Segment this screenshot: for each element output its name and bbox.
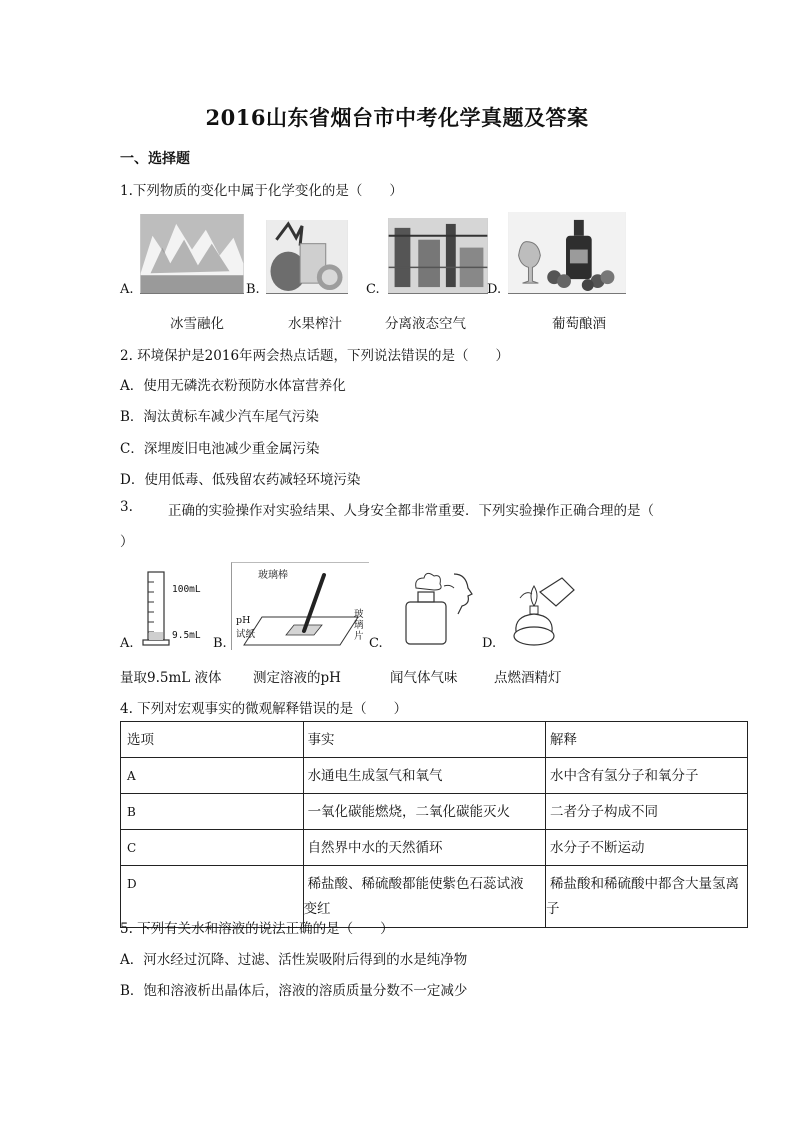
smell-gas-illustration: [388, 568, 480, 648]
table-cell: B: [121, 794, 304, 830]
question-3-stem-end: ）: [120, 534, 134, 550]
q2-option-b: B．淘汰黄标车减少汽车尾气污染: [120, 409, 319, 425]
q3-caption-a: 量取9.5mL 液体: [120, 670, 222, 686]
q1-option-d-label: D.: [487, 282, 502, 297]
table-cell-line: 子: [546, 901, 560, 917]
section-heading: 一、选择题: [120, 151, 190, 167]
cylinder-bottom-label: 9.5mL: [172, 630, 201, 641]
q5-option-a: A．河水经过沉降、过滤、活性炭吸附后得到的水是纯净物: [120, 952, 468, 968]
fruit-juice-illustration: [266, 220, 348, 293]
q3-option-d-label: D.: [482, 636, 497, 651]
ice-melting-illustration: [140, 214, 244, 293]
alcohol-lamp-image: [500, 572, 584, 648]
q1-caption-a: 冰雪融化: [170, 316, 224, 332]
q3-option-c-label: C.: [369, 636, 383, 651]
table-cell: D: [121, 866, 304, 928]
table-cell-line: 变红: [303, 901, 331, 917]
fruit-juice-image: [266, 220, 348, 294]
table-header-cell: 事实: [303, 722, 545, 758]
table-cell: A: [121, 758, 304, 794]
q1-option-a-label: A.: [120, 282, 134, 297]
grape-wine-image: [508, 212, 626, 294]
table-cell: [546, 866, 748, 928]
glass-rod-label: 玻璃棒: [258, 570, 288, 581]
q2-option-d: D．使用低毒、低残留农药减轻环境污染: [120, 472, 361, 488]
alcohol-lamp-illustration: [500, 572, 584, 648]
q1-option-c-label: C.: [366, 282, 380, 297]
q2-option-a: A．使用无磷洗衣粉预防水体富营养化: [120, 378, 346, 394]
table-cell: C: [121, 830, 304, 866]
q1-caption-d: 葡萄酿酒: [552, 316, 606, 332]
question-5-stem: 5. 下列有关水和溶液的说法正确的是（ ）: [120, 921, 394, 937]
cylinder-top-label: 100mL: [172, 584, 201, 595]
explanation-table: [120, 721, 748, 928]
table-cell: 自然界中水的天然循环: [303, 830, 545, 866]
question-3-number: 3.: [120, 499, 133, 515]
liquid-air-plant-illustration: [388, 218, 488, 293]
table-cell: 一氧化碳能燃烧，二氧化碳能灭火: [303, 794, 545, 830]
q1-option-b-label: B.: [246, 282, 260, 297]
glass-plate-label: 玻璃片: [354, 609, 364, 642]
liquid-air-plant-image: [388, 218, 488, 294]
table-cell: 水分子不断运动: [546, 830, 748, 866]
ph-test-image: [231, 562, 369, 650]
ph-paper-label-1: pH: [236, 615, 251, 626]
smell-gas-image: [388, 568, 480, 648]
table-cell-line: 稀盐酸和稀硫酸中都含大量氢离: [550, 876, 739, 892]
question-2-stem: 2. 环境保护是2016年两会热点话题，下列说法错误的是（ ）: [120, 348, 510, 364]
grape-wine-illustration: [508, 212, 626, 293]
q2-option-c: C．深埋废旧电池减少重金属污染: [120, 441, 320, 457]
table-cell: 二者分子构成不同: [546, 794, 748, 830]
table-header-cell: 解释: [546, 722, 748, 758]
q1-caption-c: 分离液态空气: [385, 316, 466, 332]
table-row: [121, 830, 748, 866]
page-title: 2016山东省烟台市中考化学真题及答案: [205, 105, 589, 130]
q5-option-b: B．饱和溶液析出晶体后，溶液的溶质质量分数不一定减少: [120, 983, 468, 999]
q3-option-a-label: A.: [120, 636, 134, 651]
ph-paper-label-2: 试纸: [236, 629, 256, 640]
table-row: [121, 758, 748, 794]
q3-caption-d: 点燃酒精灯: [494, 670, 562, 686]
ice-melting-image: [140, 214, 244, 294]
table-cell: 水通电生成氢气和氧气: [303, 758, 545, 794]
q3-caption-c: 闻气体气味: [390, 670, 458, 686]
q3-caption-b: 测定溶液的pH: [253, 670, 341, 686]
question-4-stem: 4. 下列对宏观事实的微观解释错误的是（ ）: [120, 701, 408, 717]
q1-caption-b: 水果榨汁: [288, 316, 342, 332]
table-header-cell: 选项: [121, 722, 304, 758]
question-3-stem: 正确的实验操作对实验结果、人身安全都非常重要．下列实验操作正确合理的是（: [168, 503, 654, 519]
table-cell-line: 稀盐酸、稀硫酸都能使紫色石蕊试液: [307, 876, 524, 892]
table-cell: 水中含有氢分子和氧分子: [546, 758, 748, 794]
question-1-stem: 1.下列物质的变化中属于化学变化的是（ ）: [120, 183, 403, 199]
graduated-cylinder-image: [140, 566, 212, 648]
q3-option-b-label: B.: [213, 636, 227, 651]
table-row: [121, 794, 748, 830]
table-header-row: [121, 722, 748, 758]
